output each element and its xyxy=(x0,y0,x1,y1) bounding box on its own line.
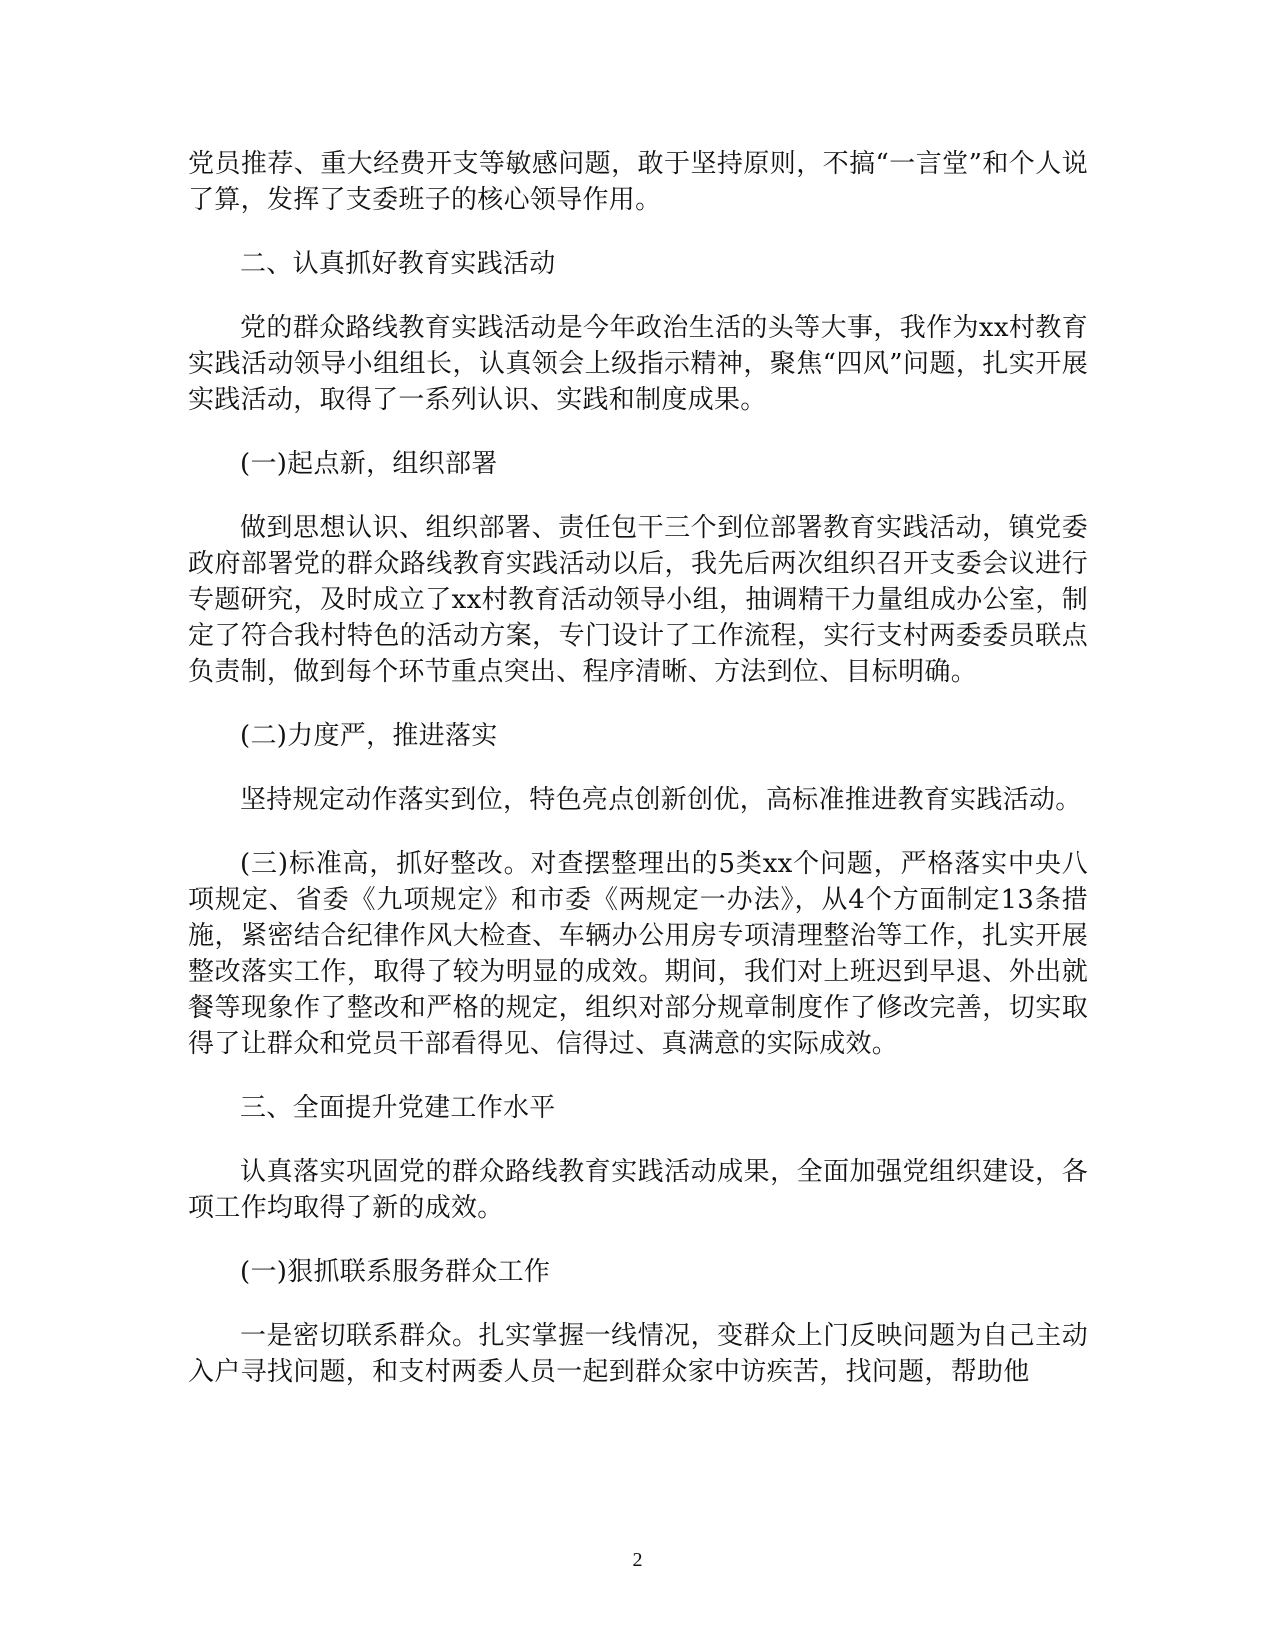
document-body xyxy=(188,146,1088,1418)
subheading-2-1: (一)起点新，组织部署 xyxy=(240,449,498,479)
paragraph-5: 做到思想认识、组织部署、责任包干三个到位部署教育实践活动，镇党委政府部署党的群众路线教育实践活动以后，我先后两次组织召开支委会议进行专题研究，及时成立了xx村教育活动领导小组，抽调精干力量组成办公室，制定了符合我村特色的活动方案，专门设计了工作流程，实行支村两委委员联点负责制，做到每个环节重点突出、程序清晰、方法到位、目标明确。 xyxy=(188,513,1088,687)
paragraph-7: 坚持规定动作落实到位，特色亮点创新创优，高标准推进教育实践活动。 xyxy=(240,785,1082,815)
paragraph-12: 一是密切联系群众。扎实掌握一线情况，变群众上门反映问题为自己主动入户寻找问题，和支村两委人员一起到群众家中访疾苦，找问题，帮助他 xyxy=(188,1321,1088,1387)
paragraph-8: (三)标准高，抓好整改。对查摆整理出的5类xx个问题，严格落实中央八项规定、省委《九项规定》和市委《两规定一办法》，从4个方面制定13条措施，紧密结合纪律作风大检查、车辆办公用房专项清理整治等工作，扎实开展整改落实工作，取得了较为明显的成效。期间，我们对上班迟到早退、外出就餐等现象作了整改和严格的规定，组织对部分规章制度作了修改完善，切实取得了让群众和党员干部看得见、信得过、真满意的实际成效。 xyxy=(188,849,1088,1059)
subheading-2-2: (二)力度严，推进落实 xyxy=(240,721,498,751)
paragraph-10: 认真落实巩固党的群众路线教育实践活动成果，全面加强党组织建设，各项工作均取得了新的成效。 xyxy=(188,1157,1088,1223)
page-number: 2 xyxy=(632,1549,643,1571)
paragraph-1: 党员推荐、重大经费开支等敏感问题，敢于坚持原则，不搞“一言堂”和个人说了算，发挥了支委班子的核心领导作用。 xyxy=(188,149,1088,215)
paragraph-3: 党的群众路线教育实践活动是今年政治生活的头等大事，我作为xx村教育实践活动领导小组组长，认真领会上级指示精神，聚焦“四风”问题，扎实开展实践活动，取得了一系列认识、实践和制度成果。 xyxy=(188,313,1088,415)
section-heading-3: 三、全面提升党建工作水平 xyxy=(240,1093,556,1123)
section-heading-2: 二、认真抓好教育实践活动 xyxy=(240,249,556,279)
subheading-3-1: (一)狠抓联系服务群众工作 xyxy=(240,1257,551,1287)
